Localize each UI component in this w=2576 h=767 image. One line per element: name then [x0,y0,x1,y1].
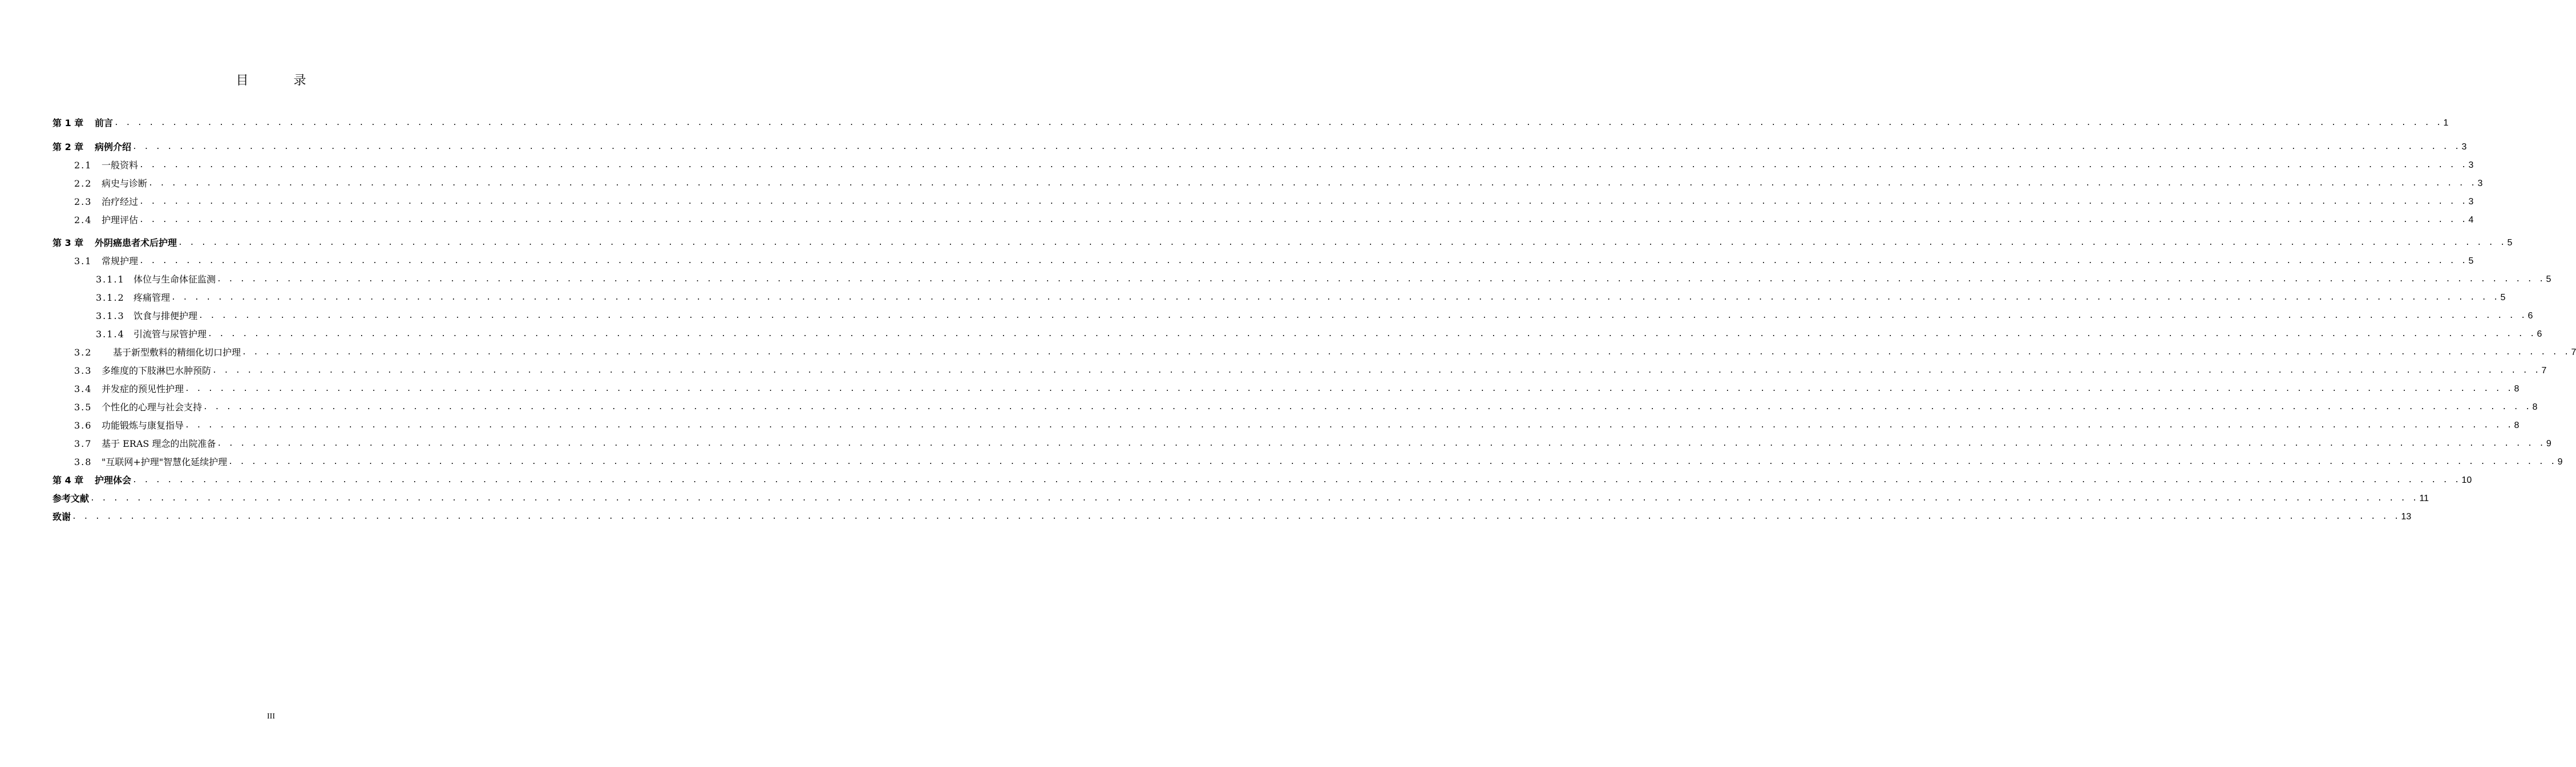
toc-entry-label: 饮食与排便护理 [134,310,198,321]
toc-entry-label: 致谢 [52,511,71,522]
toc-entry-number: 3.8 [74,457,92,467]
toc-entry-page-number: 13 [2401,512,2412,522]
toc-section-entry[interactable] [74,381,2520,395]
toc-section-entry[interactable] [74,436,2551,450]
toc-entry-page-number: 5 [2507,238,2513,248]
toc-entry-label: 基于新型敷料的精细化切口护理 [113,347,241,358]
toc-entry-page-number: 3 [2477,179,2483,188]
toc-entry-number: 3.4 [74,384,92,394]
dot-leader: . . . . . . . . . . . . . . . . . . . . . . . . . . . . . . . . . . . . . . . . . . . . . . . . . . . . . . . . . . . . . . . . . . . . . . . . . . . . . . . . . . . . . . . . . . . . . . . . . . . . . . . . . . . . . . . . . . . . . . . . . . . . . . . . . . . . . . . . . . . . . . . . . . . . . . . . . . . . . . . . . . . . . . . . . . . . . . . . . . . . . . . . . . . . . . . . . . . . . . . . [178,239,2506,247]
toc-section-entry[interactable] [74,454,2563,468]
toc-entry-number: 3.1.3 [96,310,125,321]
dot-leader: . . . . . . . . . . . . . . . . . . . . . . . . . . . . . . . . . . . . . . . . . . . . . . . . . . . . . . . . . . . . . . . . . . . . . . . . . . . . . . . . . . . . . . . . . . . . . . . . . . . . . . . . . . . . . . . . . . . . . . . . . . . . . . . . . . . . . . . . . . . . . . . . . . . . . . . . . . . . . . . . . . . . . . . . . . . . . . . . . . . . . . . . . . . . . . . . . . . . . . . . [139,216,2468,224]
toc-entry-label: 参考文献 [52,493,90,504]
toc-entry-number: 2.2 [74,178,92,189]
toc-entry-number: 2.4 [74,215,92,225]
dot-leader: . . . . . . . . . . . . . . . . . . . . . . . . . . . . . . . . . . . . . . . . . . . . . . . . . . . . . . . . . . . . . . . . . . . . . . . . . . . . . . . . . . . . . . . . . . . . . . . . . . . . . . . . . . . . . . . . . . . . . . . . . . . . . . . . . . . . . . . . . . . . . . . . . . . . . . . . . . . . . . . . . . . . . . . . . . . . . . . . . . . . . . . . . . . . . . . . . . . . . . . . [199,312,2527,320]
toc-entry-number: 2.1 [74,160,92,171]
dot-leader: . . . . . . . . . . . . . . . . . . . . . . . . . . . . . . . . . . . . . . . . . . . . . . . . . . . . . . . . . . . . . . . . . . . . . . . . . . . . . . . . . . . . . . . . . . . . . . . . . . . . . . . . . . . . . . . . . . . . . . . . . . . . . . . . . . . . . . . . . . . . . . . . . . . . . . . . . . . . . . . . . . . . . . . . . . . . . . . . . . . . . . . . . . . . . . . . . . . . . . . . [228,458,2557,466]
toc-entry-label: 多维度的下肢淋巴水肿预防 [102,365,212,376]
toc-entry-number: 第 2 章 [52,142,84,152]
toc-entry-number: 2.3 [74,196,92,207]
dot-leader: . . . . . . . . . . . . . . . . . . . . . . . . . . . . . . . . . . . . . . . . . . . . . . . . . . . . . . . . . . . . . . . . . . . . . . . . . . . . . . . . . . . . . . . . . . . . . . . . . . . . . . . . . . . . . . . . . . . . . . . . . . . . . . . . . . . . . . . . . . . . . . . . . . . . . . . . . . . . . . . . . . . . . . . . . . . . . . . . . . . . . . . . . . . . . . . . . . . . . . . . [203,403,2531,411]
toc-entry-page-number: 1 [2443,118,2449,128]
toc-entry-number: 3.1.2 [96,292,125,303]
toc-entry-label: 功能锻炼与康复指导 [102,420,184,431]
toc-section-entry[interactable] [74,158,2474,171]
toc-entry-page-number: 5 [2468,256,2474,266]
toc-entry-label: 引流管与尿管护理 [134,329,207,340]
toc-entry-label: 疼痛管理 [134,292,171,303]
toc-entry-page-number: 3 [2461,142,2467,152]
toc-entry-page-number: 8 [2514,384,2520,394]
dot-leader: . . . . . . . . . . . . . . . . . . . . . . . . . . . . . . . . . . . . . . . . . . . . . . . . . . . . . . . . . . . . . . . . . . . . . . . . . . . . . . . . . . . . . . . . . . . . . . . . . . . . . . . . . . . . . . . . . . . . . . . . . . . . . . . . . . . . . . . . . . . . . . . . . . . . . . . . . . . . . . . . . . . . . . . . . . . . . . . . . . . . . . . . . . . . . . . . . . . . . . . . [185,385,2513,393]
toc-entry-number: 第 1 章 [52,118,84,128]
toc-entry-label: "互联网+护理"智慧化延续护理 [102,457,228,467]
toc-section-entry[interactable] [74,345,2576,358]
toc-entry-number: 第 4 章 [52,475,84,486]
dot-leader: . . . . . . . . . . . . . . . . . . . . . . . . . . . . . . . . . . . . . . . . . . . . . . . . . . . . . . . . . . . . . . . . . . . . . . . . . . . . . . . . . . . . . . . . . . . . . . . . . . . . . . . . . . . . . . . . . . . . . . . . . . . . . . . . . . . . . . . . . . . . . . . . . . . . . . . . . . . . . . . . . . . . . . . . . . . . . . . . . . . . . . . . . . . . . . . . . . . . . . . . [217,439,2545,448]
toc-entry-label: 前言 [95,118,114,128]
toc-section-entry[interactable] [74,363,2547,377]
toc-chapter-entry[interactable] [52,235,2513,249]
toc-section-entry[interactable] [96,308,2533,322]
footer-page-number: III [267,712,275,721]
dot-leader: . . . . . . . . . . . . . . . . . . . . . . . . . . . . . . . . . . . . . . . . . . . . . . . . . . . . . . . . . . . . . . . . . . . . . . . . . . . . . . . . . . . . . . . . . . . . . . . . . . . . . . . . . . . . . . . . . . . . . . . . . . . . . . . . . . . . . . . . . . . . . . . . . . . . . . . . . . . . . . . . . . . . . . . . . . . . . . . . . . . . . . . . . . . . . . . . . . . . . . . . [212,366,2541,375]
toc-entry-label: 病史与诊断 [102,178,148,189]
toc-entry-page-number: 6 [2537,329,2542,339]
toc-chapter-entry[interactable] [52,509,2412,523]
toc-entry-label: 护理体会 [95,475,132,486]
toc-section-entry[interactable] [96,326,2542,340]
toc-entry-page-number: 8 [2532,402,2538,412]
toc-entry-number: 3.7 [74,438,92,449]
dot-leader: . . . . . . . . . . . . . . . . . . . . . . . . . . . . . . . . . . . . . . . . . . . . . . . . . . . . . . . . . . . . . . . . . . . . . . . . . . . . . . . . . . . . . . . . . . . . . . . . . . . . . . . . . . . . . . . . . . . . . . . . . . . . . . . . . . . . . . . . . . . . . . . . . . . . . . . . . . . . . . . . . . . . . . . . . . . . . . . . . . . . . . . . . . . . . . . . . . . . . . . . [242,348,2570,357]
toc-chapter-entry[interactable] [52,473,2472,486]
toc-chapter-entry[interactable] [52,115,2449,129]
toc-entry-number: 3.2 [74,347,92,358]
toc-section-entry[interactable] [96,272,2551,285]
toc-entry-label: 病例介绍 [95,142,132,152]
toc-entry-page-number: 5 [2546,274,2551,284]
toc-entry-page-number: 7 [2571,348,2576,357]
toc-entry-page-number: 9 [2557,457,2563,467]
toc-entry-label: 一般资料 [102,160,139,171]
toc-chapter-entry[interactable] [52,491,2429,504]
toc-entry-number: 3.6 [74,420,92,431]
toc-entry-page-number: 4 [2468,215,2474,225]
toc-entry-page-number: 7 [2541,366,2547,376]
toc-section-entry[interactable] [74,253,2474,267]
toc-entry-label: 治疗经过 [102,196,139,207]
toc-entry-page-number: 9 [2546,439,2551,449]
toc-entry-label: 基于 ERAS 理念的出院准备 [102,438,216,449]
dot-leader: . . . . . . . . . . . . . . . . . . . . . . . . . . . . . . . . . . . . . . . . . . . . . . . . . . . . . . . . . . . . . . . . . . . . . . . . . . . . . . . . . . . . . . . . . . . . . . . . . . . . . . . . . . . . . . . . . . . . . . . . . . . . . . . . . . . . . . . . . . . . . . . . . . . . . . . . . . . . . . . . . . . . . . . . . . . . . . . . . . . . . . . . . . . . . . . . . . . . . . . . [139,161,2468,169]
toc-entry-number: 3.5 [74,402,92,413]
toc-section-entry[interactable] [74,212,2474,226]
dot-leader: . . . . . . . . . . . . . . . . . . . . . . . . . . . . . . . . . . . . . . . . . . . . . . . . . . . . . . . . . . . . . . . . . . . . . . . . . . . . . . . . . . . . . . . . . . . . . . . . . . . . . . . . . . . . . . . . . . . . . . . . . . . . . . . . . . . . . . . . . . . . . . . . . . . . . . . . . . . . . . . . . . . . . . . . . . . . . . . . . . . . . . . . . . . . . . . . . . . . . . . . [72,512,2400,521]
toc-section-entry[interactable] [74,418,2520,431]
dot-leader: . . . . . . . . . . . . . . . . . . . . . . . . . . . . . . . . . . . . . . . . . . . . . . . . . . . . . . . . . . . . . . . . . . . . . . . . . . . . . . . . . . . . . . . . . . . . . . . . . . . . . . . . . . . . . . . . . . . . . . . . . . . . . . . . . . . . . . . . . . . . . . . . . . . . . . . . . . . . . . . . . . . . . . . . . . . . . . . . . . . . . . . . . . . . . . . . . . . . . . . . [208,330,2536,338]
toc-section-entry[interactable] [96,290,2506,304]
toc-entry-page-number: 3 [2468,197,2474,207]
toc-section-entry[interactable] [74,176,2483,189]
page-title: 目 录 [236,74,327,88]
toc-section-entry[interactable] [74,399,2538,413]
toc-entry-page-number: 5 [2500,293,2506,302]
toc-entry-label: 外阴癌患者术后护理 [95,237,177,248]
dot-leader: . . . . . . . . . . . . . . . . . . . . . . . . . . . . . . . . . . . . . . . . . . . . . . . . . . . . . . . . . . . . . . . . . . . . . . . . . . . . . . . . . . . . . . . . . . . . . . . . . . . . . . . . . . . . . . . . . . . . . . . . . . . . . . . . . . . . . . . . . . . . . . . . . . . . . . . . . . . . . . . . . . . . . . . . . . . . . . . . . . . . . . . . . . . . . . . . . . . . . . . . [114,119,2442,127]
toc-entry-label: 常规护理 [102,256,139,267]
toc-entry-page-number: 8 [2514,421,2520,430]
toc-chapter-entry[interactable] [52,139,2467,153]
toc-entry-number: 3.1.4 [96,329,125,340]
dot-leader: . . . . . . . . . . . . . . . . . . . . . . . . . . . . . . . . . . . . . . . . . . . . . . . . . . . . . . . . . . . . . . . . . . . . . . . . . . . . . . . . . . . . . . . . . . . . . . . . . . . . . . . . . . . . . . . . . . . . . . . . . . . . . . . . . . . . . . . . . . . . . . . . . . . . . . . . . . . . . . . . . . . . . . . . . . . . . . . . . . . . . . . . . . . . . . . . . . . . . . . . [90,494,2419,503]
dot-leader: . . . . . . . . . . . . . . . . . . . . . . . . . . . . . . . . . . . . . . . . . . . . . . . . . . . . . . . . . . . . . . . . . . . . . . . . . . . . . . . . . . . . . . . . . . . . . . . . . . . . . . . . . . . . . . . . . . . . . . . . . . . . . . . . . . . . . . . . . . . . . . . . . . . . . . . . . . . . . . . . . . . . . . . . . . . . . . . . . . . . . . . . . . . . . . . . . . . . . . . . [132,476,2461,485]
toc-entry-number: 3.3 [74,365,92,376]
toc-entry-label: 体位与生命体征监测 [134,274,216,285]
toc-entry-number: 3.1.1 [96,274,125,285]
dot-leader: . . . . . . . . . . . . . . . . . . . . . . . . . . . . . . . . . . . . . . . . . . . . . . . . . . . . . . . . . . . . . . . . . . . . . . . . . . . . . . . . . . . . . . . . . . . . . . . . . . . . . . . . . . . . . . . . . . . . . . . . . . . . . . . . . . . . . . . . . . . . . . . . . . . . . . . . . . . . . . . . . . . . . . . . . . . . . . . . . . . . . . . . . . . . . . . . . . . . . . . . [217,275,2545,284]
dot-leader: . . . . . . . . . . . . . . . . . . . . . . . . . . . . . . . . . . . . . . . . . . . . . . . . . . . . . . . . . . . . . . . . . . . . . . . . . . . . . . . . . . . . . . . . . . . . . . . . . . . . . . . . . . . . . . . . . . . . . . . . . . . . . . . . . . . . . . . . . . . . . . . . . . . . . . . . . . . . . . . . . . . . . . . . . . . . . . . . . . . . . . . . . . . . . . . . . . . . . . . . [139,257,2468,265]
toc-entry-page-number: 6 [2528,311,2533,321]
dot-leader: . . . . . . . . . . . . . . . . . . . . . . . . . . . . . . . . . . . . . . . . . . . . . . . . . . . . . . . . . . . . . . . . . . . . . . . . . . . . . . . . . . . . . . . . . . . . . . . . . . . . . . . . . . . . . . . . . . . . . . . . . . . . . . . . . . . . . . . . . . . . . . . . . . . . . . . . . . . . . . . . . . . . . . . . . . . . . . . . . . . . . . . . . . . . . . . . . . . . . . . . [132,143,2461,151]
toc-entry-label: 个性化的心理与社会支持 [102,402,203,413]
dot-leader: . . . . . . . . . . . . . . . . . . . . . . . . . . . . . . . . . . . . . . . . . . . . . . . . . . . . . . . . . . . . . . . . . . . . . . . . . . . . . . . . . . . . . . . . . . . . . . . . . . . . . . . . . . . . . . . . . . . . . . . . . . . . . . . . . . . . . . . . . . . . . . . . . . . . . . . . . . . . . . . . . . . . . . . . . . . . . . . . . . . . . . . . . . . . . . . . . . . . . . . . [171,293,2500,302]
toc-entry-page-number: 10 [2461,475,2472,485]
toc-entry-page-number: 11 [2419,494,2429,503]
toc-entry-label: 护理评估 [102,215,139,225]
toc-entry-number: 3.1 [74,256,92,267]
toc-section-entry[interactable] [74,194,2474,208]
toc-entry-number: 第 3 章 [52,237,84,248]
toc-entry-label: 并发症的预见性护理 [102,384,184,394]
dot-leader: . . . . . . . . . . . . . . . . . . . . . . . . . . . . . . . . . . . . . . . . . . . . . . . . . . . . . . . . . . . . . . . . . . . . . . . . . . . . . . . . . . . . . . . . . . . . . . . . . . . . . . . . . . . . . . . . . . . . . . . . . . . . . . . . . . . . . . . . . . . . . . . . . . . . . . . . . . . . . . . . . . . . . . . . . . . . . . . . . . . . . . . . . . . . . . . . . . . . . . . . [185,421,2513,430]
dot-leader: . . . . . . . . . . . . . . . . . . . . . . . . . . . . . . . . . . . . . . . . . . . . . . . . . . . . . . . . . . . . . . . . . . . . . . . . . . . . . . . . . . . . . . . . . . . . . . . . . . . . . . . . . . . . . . . . . . . . . . . . . . . . . . . . . . . . . . . . . . . . . . . . . . . . . . . . . . . . . . . . . . . . . . . . . . . . . . . . . . . . . . . . . . . . . . . . . . . . . . . . [139,197,2468,206]
dot-leader: . . . . . . . . . . . . . . . . . . . . . . . . . . . . . . . . . . . . . . . . . . . . . . . . . . . . . . . . . . . . . . . . . . . . . . . . . . . . . . . . . . . . . . . . . . . . . . . . . . . . . . . . . . . . . . . . . . . . . . . . . . . . . . . . . . . . . . . . . . . . . . . . . . . . . . . . . . . . . . . . . . . . . . . . . . . . . . . . . . . . . . . . . . . . . . . . . . . . . . . . [148,179,2477,188]
toc-entry-page-number: 3 [2468,160,2474,170]
